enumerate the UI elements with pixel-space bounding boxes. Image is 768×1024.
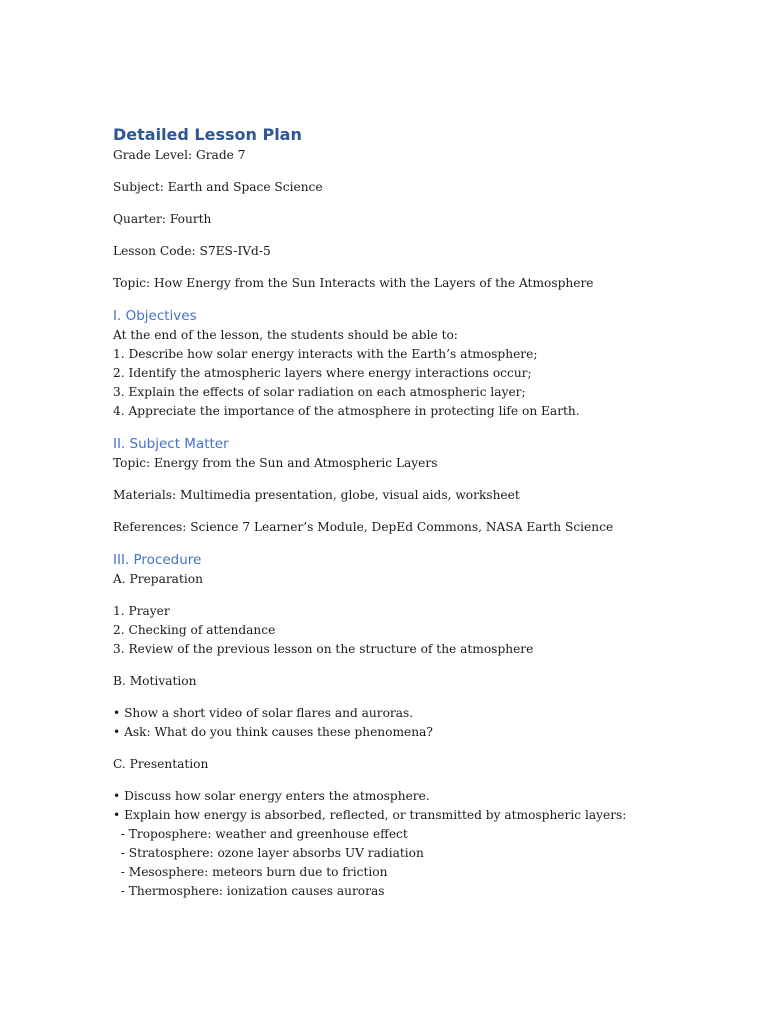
procedure-heading: III. Procedure [113,552,202,568]
objective-item: 4. Appreciate the importance of the atmosphere in protecting life on Earth. [113,404,580,418]
preparation-item: 1. Prayer [113,604,170,618]
objectives-intro: At the end of the lesson, the students should be able to: [113,328,458,342]
preparation-label: A. Preparation [113,572,203,586]
preparation-item: 2. Checking of attendance [113,623,276,637]
presentation-item: - Mesosphere: meteors burn due to friction [113,865,388,879]
quarter: Quarter: Fourth [113,212,212,226]
presentation-label: C. Presentation [113,757,209,771]
objective-item: 1. Describe how solar energy interacts with the Earth’s atmosphere; [113,347,538,361]
presentation-item: • Explain how energy is absorbed, reflected, or transmitted by atmospheric layers: [113,808,627,822]
objective-item: 3. Explain the effects of solar radiation on each atmospheric layer; [113,385,526,399]
objective-item: 2. Identify the atmospheric layers where energy interactions occur; [113,366,532,380]
objectives-heading: I. Objectives [113,308,197,324]
subject: Subject: Earth and Space Science [113,180,323,194]
lesson-plan-document [113,124,733,901]
lesson-code: Lesson Code: S7ES-IVd-5 [113,244,271,258]
preparation-item: 3. Review of the previous lesson on the structure of the atmosphere [113,642,534,656]
subject-matter-topic: Topic: Energy from the Sun and Atmospheric Layers [113,456,438,470]
materials: Materials: Multimedia presentation, globe, visual aids, worksheet [113,488,520,502]
presentation-item: - Stratosphere: ozone layer absorbs UV radiation [113,846,424,860]
motivation-label: B. Motivation [113,674,197,688]
topic: Topic: How Energy from the Sun Interacts with the Layers of the Atmosphere [113,276,594,290]
presentation-item: - Troposphere: weather and greenhouse effect [113,827,408,841]
presentation-item: - Thermosphere: ionization causes auroras [113,884,385,898]
subject-matter-heading: II. Subject Matter [113,436,229,452]
motivation-item: • Ask: What do you think causes these phenomena? [113,725,433,739]
grade-level: Grade Level: Grade 7 [113,148,246,162]
document-title: Detailed Lesson Plan [113,125,302,144]
references: References: Science 7 Learner’s Module, DepEd Commons, NASA Earth Science [113,520,614,534]
presentation-item: • Discuss how solar energy enters the atmosphere. [113,789,430,803]
motivation-item: • Show a short video of solar flares and auroras. [113,706,414,720]
